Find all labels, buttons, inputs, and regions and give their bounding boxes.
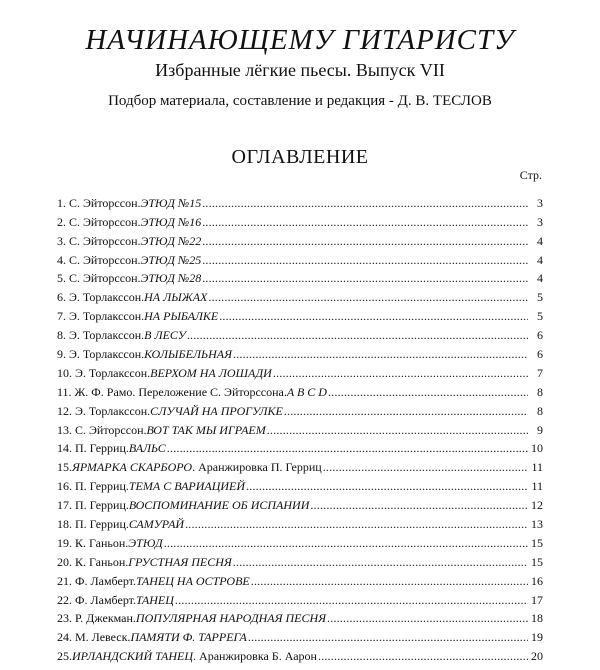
dot-leader (202, 253, 528, 268)
toc-entry-title: В ЛЕСУ (144, 328, 186, 343)
dot-leader (246, 479, 528, 494)
toc-entry[interactable] (57, 532, 543, 551)
toc-entry-author: 17. П. Герриц. (57, 498, 129, 513)
toc-entry-page: 16 (531, 573, 543, 588)
toc-entry-title: ЭТЮД №22 (140, 233, 202, 248)
toc-entry-author: 12. Э. Торлакссон. (57, 403, 151, 418)
toc-entry-title: КОЛЫБЕЛЬНАЯ (144, 347, 232, 362)
toc-entry-page: 11 (531, 460, 543, 475)
toc-entry[interactable] (57, 249, 543, 268)
dot-leader (318, 649, 528, 664)
toc-entry-author: 9. Э. Торлакссон. (57, 347, 145, 362)
dot-leader (202, 215, 528, 230)
toc-entry-page: 8 (537, 403, 543, 418)
dot-leader (233, 347, 528, 362)
toc-entry-page: 9 (537, 422, 543, 437)
dot-leader (175, 593, 528, 608)
toc-entry-title: ТЕМА С ВАРИАЦИЕЙ (128, 479, 246, 494)
toc-entry-page: 6 (537, 347, 543, 362)
dot-leader (323, 460, 528, 475)
dot-leader (164, 536, 528, 551)
toc-entry-page: 10 (531, 441, 543, 456)
toc-entry-title: ЭТЮД №28 (140, 271, 202, 286)
toc-entry-author: 14. П. Герриц. (57, 441, 129, 456)
toc-entry-title: ЭТЮД (128, 535, 163, 550)
toc-entry-title: НА РЫБАЛКЕ (144, 309, 219, 324)
toc-entry-author: 2. С. Эйторссон. (57, 214, 141, 229)
toc-entry[interactable] (57, 324, 543, 343)
toc-entry[interactable] (57, 551, 543, 570)
toc-entry-page: 13 (531, 517, 543, 532)
toc-entry-author: 11. Ж. Ф. Рамо. Переложение С. Эйторссона. (57, 384, 287, 399)
toc-entry-author: 6. Э. Торлакссон. (57, 290, 145, 305)
toc-entry-page: 15 (531, 554, 543, 569)
toc-entry-title: ВЕРХОМ НА ЛОШАДИ (150, 365, 272, 380)
toc-entry-title: САМУРАЙ (128, 517, 185, 532)
editor-credits: Подбор материала, составление и редакция - Д. В. ТЕСЛОВ (108, 93, 492, 109)
dot-leader (219, 309, 528, 324)
toc-entry-author: 3. С. Эйторссон. (57, 233, 141, 248)
toc-entry-title: СЛУЧАЙ НА ПРОГУЛКЕ (150, 403, 283, 418)
toc-entry[interactable] (57, 608, 543, 627)
toc-entry[interactable] (57, 513, 543, 532)
toc-entry[interactable] (57, 438, 543, 457)
toc-entry-author: 16. П. Герриц. (57, 479, 129, 494)
toc-entry-title: ПАМЯТИ Ф. ТАРРЕГА (130, 630, 247, 645)
toc-list (57, 192, 543, 664)
toc-entry-title: A B C D (286, 384, 327, 399)
toc-entry-author: 20. К. Ганьон. (57, 554, 129, 569)
toc-entry-page: 7 (537, 365, 543, 380)
toc-entry-arranger: . Аранжировка Б. Аарон (193, 649, 317, 664)
toc-entry[interactable] (57, 230, 543, 249)
toc-entry-author: 23. Р. Джекман. (57, 611, 136, 626)
toc-entry[interactable] (57, 362, 543, 381)
toc-entry-author: 19. К. Ганьон. (57, 535, 129, 550)
toc-entry[interactable] (57, 626, 543, 645)
dot-leader (267, 423, 528, 438)
dot-leader (167, 441, 528, 456)
toc-entry-title: ВАЛЬС (128, 441, 166, 456)
dot-leader (233, 555, 528, 570)
toc-entry-author: 25. (57, 649, 72, 664)
dot-leader (208, 290, 528, 305)
toc-entry-title: ЭТЮД №16 (140, 214, 202, 229)
toc-entry[interactable] (57, 456, 543, 475)
toc-entry-author: 21. Ф. Ламберт. (57, 573, 136, 588)
toc-entry-page: 4 (537, 252, 543, 267)
toc-entry[interactable] (57, 192, 543, 211)
toc-entry-author: 24. М. Левеск. (57, 630, 131, 645)
toc-entry-title: ПОПУЛЯРНАЯ НАРОДНАЯ ПЕСНЯ (135, 611, 327, 626)
toc-entry-page: 4 (537, 271, 543, 286)
toc-entry-title: ИРЛАНДСКИЙ ТАНЕЦ (72, 649, 194, 664)
toc-entry[interactable] (57, 419, 543, 438)
dot-leader (273, 366, 528, 381)
page-column-label: Стр. (519, 168, 542, 182)
toc-entry-author: 5. С. Эйторссон. (57, 271, 141, 286)
toc-entry[interactable] (57, 400, 543, 419)
toc-entry-page: 5 (537, 290, 543, 305)
toc-entry-page: 8 (537, 384, 543, 399)
dot-leader (202, 196, 528, 211)
toc-heading: ОГЛАВЛЕНИЕ (231, 146, 369, 168)
dot-leader (185, 517, 528, 532)
toc-entry-title: НА ЛЫЖАХ (144, 290, 208, 305)
toc-entry[interactable] (57, 570, 543, 589)
toc-entry-page: 12 (531, 498, 543, 513)
book-subtitle: Избранные лёгкие пьесы. Выпуск VII (155, 60, 445, 80)
toc-entry[interactable] (57, 268, 543, 287)
dot-leader (248, 630, 528, 645)
toc-entry-author: 10. Э. Торлакссон. (57, 365, 151, 380)
toc-entry-author: 22. Ф. Ламберт. (57, 592, 136, 607)
toc-entry-title: ТАНЕЦ (136, 592, 174, 607)
toc-entry[interactable] (57, 645, 543, 664)
toc-entry[interactable] (57, 494, 543, 513)
toc-entry[interactable] (57, 305, 543, 324)
toc-entry-page: 3 (537, 214, 543, 229)
toc-entry-page: 15 (531, 535, 543, 550)
book-title: НАЧИНАЮЩЕМУ ГИТАРИСТУ (85, 24, 515, 56)
dot-leader (328, 385, 528, 400)
toc-entry-title: ЭТЮД №25 (140, 252, 202, 267)
dot-leader (327, 611, 528, 626)
dot-leader (202, 234, 528, 249)
toc-entry-page: 11 (531, 479, 543, 494)
toc-entry-page: 6 (537, 328, 543, 343)
toc-entry-page: 4 (537, 233, 543, 248)
toc-entry-page: 18 (531, 611, 543, 626)
toc-entry[interactable] (57, 475, 543, 494)
toc-entry-page: 3 (537, 195, 543, 210)
dot-leader (284, 404, 528, 419)
toc-entry-page: 20 (531, 649, 543, 664)
toc-entry-author: 8. Э. Торлакссон. (57, 328, 145, 343)
toc-entry-title: ЯРМАРКА СКАРБОРО (72, 460, 193, 475)
toc-entry-author: 4. С. Эйторссон. (57, 252, 141, 267)
toc-entry[interactable] (57, 381, 543, 400)
toc-entry-title: ЭТЮД №15 (140, 195, 202, 210)
toc-entry[interactable] (57, 589, 543, 608)
dot-leader (310, 498, 528, 513)
toc-entry-author: 13. С. Эйторссон. (57, 422, 147, 437)
dot-leader (251, 574, 528, 589)
toc-entry-page: 5 (537, 309, 543, 324)
toc-entry-arranger: . Аранжировка П. Герриц (192, 460, 322, 475)
dot-leader (202, 271, 528, 286)
toc-entry-title: ВОСПОМИНАНИЕ ОБ ИСПАНИИ (128, 498, 310, 513)
toc-entry-title: ГРУСТНАЯ ПЕСНЯ (128, 554, 232, 569)
toc-entry[interactable] (57, 286, 543, 305)
toc-entry-author: 15. (57, 460, 72, 475)
toc-entry-author: 1. С. Эйторссон. (57, 195, 141, 210)
dot-leader (187, 328, 528, 343)
toc-entry[interactable] (57, 211, 543, 230)
toc-entry-author: 18. П. Герриц. (57, 517, 129, 532)
toc-entry[interactable] (57, 343, 543, 362)
toc-entry-title: ВОТ ТАК МЫ ИГРАЕМ (146, 422, 266, 437)
toc-entry-page: 19 (531, 630, 543, 645)
toc-entry-title: ТАНЕЦ НА ОСТРОВЕ (136, 573, 250, 588)
toc-entry-page: 17 (531, 592, 543, 607)
toc-entry-author: 7. Э. Торлакссон. (57, 309, 145, 324)
